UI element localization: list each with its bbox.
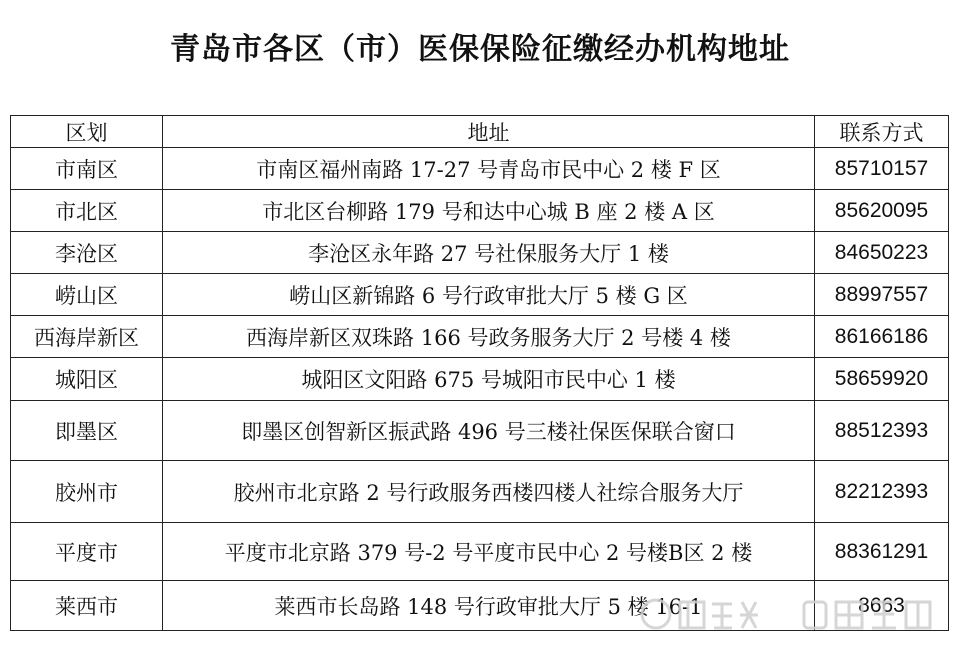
table-row xyxy=(11,581,949,631)
table-row xyxy=(11,401,949,461)
agency-address-table xyxy=(10,115,949,631)
phone-cell: 86166186 xyxy=(815,316,949,358)
header-address: 地址 xyxy=(163,116,815,148)
table-row xyxy=(11,232,949,274)
header-phone: 联系方式 xyxy=(815,116,949,148)
district-cell: 胶州市 xyxy=(11,461,163,523)
phone-cell: 85710157 xyxy=(815,148,949,190)
district-cell: 莱西市 xyxy=(11,581,163,631)
table-row xyxy=(11,316,949,358)
table-row xyxy=(11,274,949,316)
document-title: 青岛市各区（市）医保保险征缴经办机构地址 xyxy=(170,32,790,67)
table-row xyxy=(11,358,949,401)
address-cell: 崂山区新锦路 6 号行政审批大厅 5 楼 G 区 xyxy=(163,274,815,316)
address-cell: 莱西市长岛路 148 号行政审批大厅 5 楼 16-1 xyxy=(163,581,815,631)
phone-cell: 88512393 xyxy=(815,401,949,461)
phone-cell: 88361291 xyxy=(815,523,949,581)
table-row xyxy=(11,148,949,190)
address-cell: 即墨区创智新区振武路 496 号三楼社保医保联合窗口 xyxy=(163,401,815,461)
district-cell: 平度市 xyxy=(11,523,163,581)
district-cell: 李沧区 xyxy=(11,232,163,274)
table-row xyxy=(11,190,949,232)
phone-cell: 88997557 xyxy=(815,274,949,316)
address-cell: 市北区台柳路 179 号和达中心城 B 座 2 楼 A 区 xyxy=(163,190,815,232)
address-cell: 李沧区永年路 27 号社保服务大厅 1 楼 xyxy=(163,232,815,274)
table-row xyxy=(11,461,949,523)
district-cell: 西海岸新区 xyxy=(11,316,163,358)
phone-cell: 8663 xyxy=(815,581,949,631)
district-cell: 城阳区 xyxy=(11,358,163,401)
phone-cell: 82212393 xyxy=(815,461,949,523)
district-cell: 市北区 xyxy=(11,190,163,232)
header-district: 区划 xyxy=(11,116,163,148)
address-cell: 城阳区文阳路 675 号城阳市民中心 1 楼 xyxy=(163,358,815,401)
table-row xyxy=(11,523,949,581)
address-cell: 胶州市北京路 2 号行政服务西楼四楼人社综合服务大厅 xyxy=(163,461,815,523)
district-cell: 市南区 xyxy=(11,148,163,190)
district-cell: 即墨区 xyxy=(11,401,163,461)
phone-cell: 84650223 xyxy=(815,232,949,274)
address-cell: 平度市北京路 379 号-2 号平度市民中心 2 号楼B区 2 楼 xyxy=(163,523,815,581)
district-cell: 崂山区 xyxy=(11,274,163,316)
address-cell: 市南区福州南路 17-27 号青岛市民中心 2 楼 F 区 xyxy=(163,148,815,190)
table-header-row xyxy=(11,116,949,148)
address-cell: 西海岸新区双珠路 166 号政务服务大厅 2 号楼 4 楼 xyxy=(163,316,815,358)
phone-cell: 85620095 xyxy=(815,190,949,232)
phone-cell: 58659920 xyxy=(815,358,949,401)
